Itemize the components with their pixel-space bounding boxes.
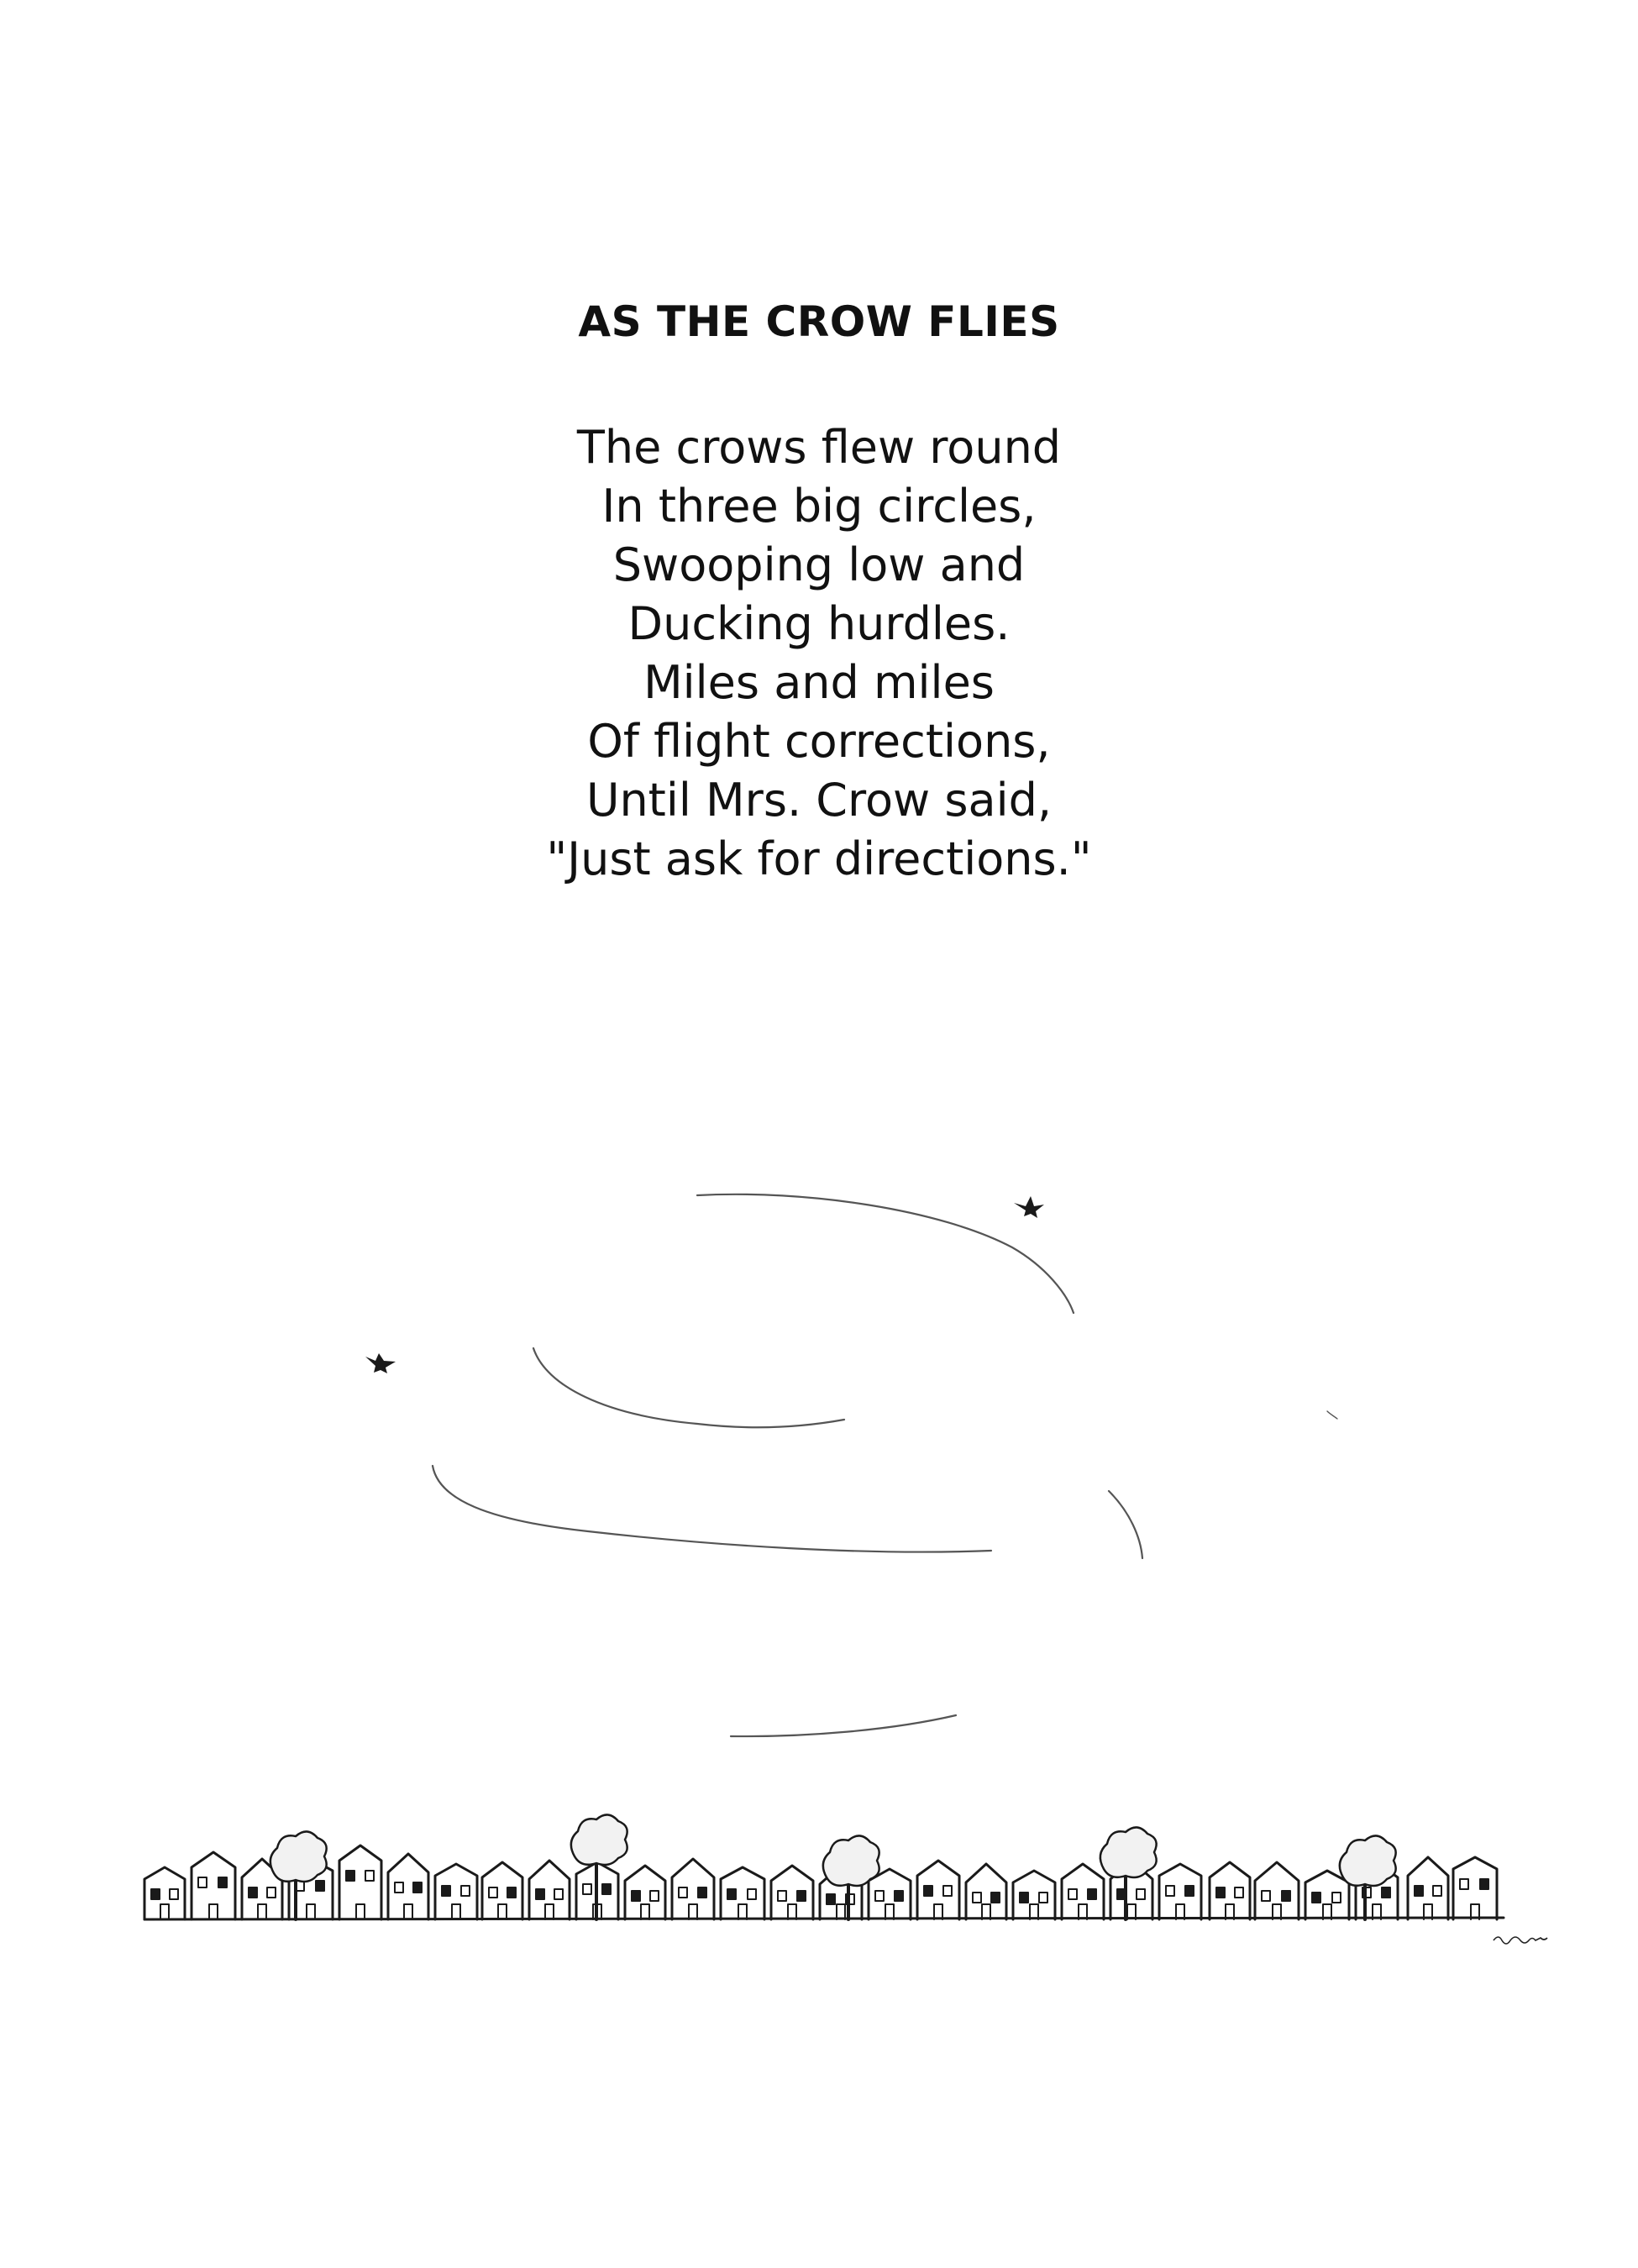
house-icon: [339, 1845, 381, 1919]
house-icon: [192, 1852, 235, 1919]
house-icon: [966, 1864, 1006, 1919]
house-icon: [435, 1864, 477, 1919]
tree-icon: [823, 1835, 879, 1919]
flight-trail: [1327, 1411, 1337, 1419]
house-icon: [1062, 1864, 1104, 1919]
house-icon: [388, 1854, 428, 1919]
flight-trail: [433, 1466, 991, 1552]
poem-line-7: Until Mrs. Crow said,: [585, 774, 1053, 827]
houses: [144, 1845, 1497, 1919]
poem-line-6: Of flight corrections,: [587, 715, 1051, 768]
flight-trail: [731, 1715, 956, 1736]
house-icon: [721, 1867, 764, 1919]
poem-line-1: The crows flew round: [576, 421, 1062, 474]
poem-line-8: "Just ask for directions.": [546, 832, 1092, 885]
house-icon: [482, 1862, 522, 1919]
house-icon: [529, 1861, 570, 1919]
house-icon: [672, 1859, 714, 1919]
poem-line-4: Ducking hurdles.: [627, 597, 1011, 650]
tree-icon: [1100, 1827, 1157, 1919]
poem-title: AS THE CROW FLIES: [578, 297, 1060, 346]
flight-trail: [697, 1194, 1074, 1313]
tree-icon: [270, 1831, 327, 1919]
flight-trails: [433, 1194, 1337, 1736]
house-icon: [1255, 1862, 1299, 1919]
poem-line-5: Miles and miles: [643, 656, 995, 709]
house-icon: [771, 1866, 813, 1919]
house-icon: [1210, 1862, 1250, 1919]
house-icon: [1408, 1857, 1448, 1919]
flight-trail: [533, 1348, 844, 1427]
house-icon: [144, 1867, 185, 1919]
poem-line-3: Swooping low and: [612, 538, 1026, 591]
house-icon: [1159, 1864, 1201, 1919]
signature-mark: [1494, 1937, 1547, 1944]
house-icon: [917, 1861, 959, 1919]
crow-icon: [1014, 1196, 1044, 1218]
crow-icon: [365, 1353, 396, 1373]
village-row: [144, 1814, 1504, 1919]
house-icon: [625, 1866, 665, 1919]
house-icon: [1013, 1871, 1055, 1919]
house-icon: [1453, 1857, 1497, 1919]
poem-line-2: In three big circles,: [601, 480, 1037, 533]
flight-trail: [1109, 1491, 1142, 1558]
